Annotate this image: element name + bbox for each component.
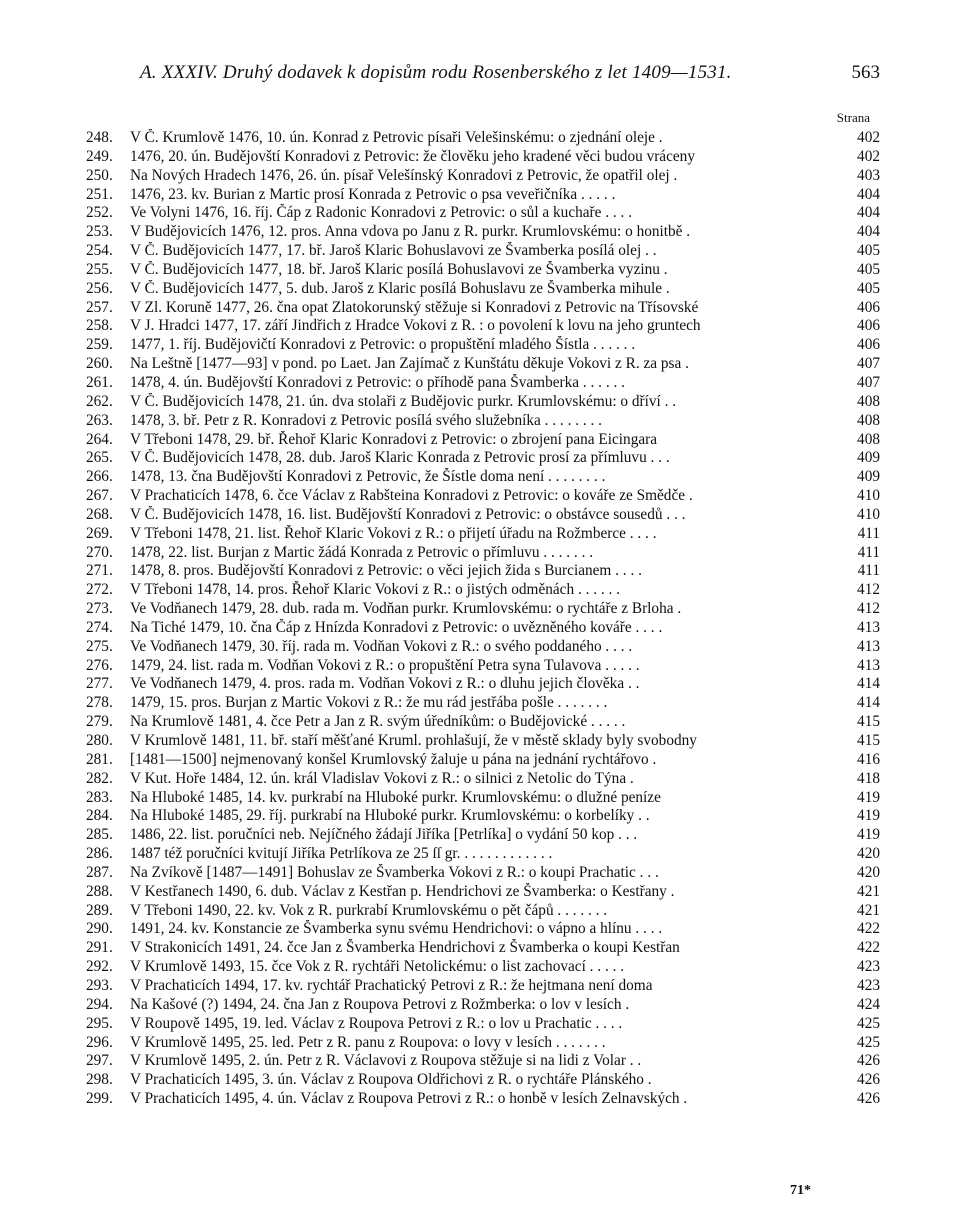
entry-page: 416 [857, 750, 880, 768]
entry-number: 282. [86, 769, 113, 787]
list-item [86, 525, 880, 544]
list-item [86, 619, 880, 638]
entry-number: 254. [86, 242, 113, 260]
list-item [86, 864, 880, 883]
list-item [86, 958, 880, 977]
list-item [86, 996, 880, 1015]
list-item [86, 713, 880, 732]
entry-text: Ve Vodňanech 1479, 4. pros. rada m. Vodňan Vokovi z R.: o dluhu jejich člověka . . [130, 675, 640, 693]
entry-text: V Č. Budějovicích 1477, 17. bř. Jaroš Klaric Bohuslavovi ze Švamberka posílá olej . . [130, 242, 657, 260]
list-item [86, 186, 880, 205]
entry-text: 1477, 1. říj. Budějovičtí Konradovi z Petrovic: o propuštění mladého Šístla . . . . . . [130, 336, 636, 354]
list-item [86, 412, 880, 431]
entry-text: V Kut. Hoře 1484, 12. ún. král Vladislav Vokovi z R.: o silnici z Netolic do Týna . [130, 769, 634, 787]
entry-page: 411 [857, 543, 880, 561]
list-item [86, 807, 880, 826]
list-item [86, 431, 880, 450]
list-item [86, 770, 880, 789]
entry-page: 419 [857, 807, 880, 825]
entry-number: 288. [86, 882, 113, 900]
entry-number: 299. [86, 1090, 113, 1108]
entry-page: 406 [857, 317, 880, 335]
entry-number: 285. [86, 826, 113, 844]
entry-page: 413 [857, 656, 880, 674]
list-item [86, 449, 880, 468]
entry-text: 1491, 24. kv. Konstancie ze Švamberka synu svému Hendrichovi: o vápno a hlínu . . . . [130, 920, 663, 938]
entry-text: V Č. Budějovicích 1478, 28. dub. Jaroš Klaric Konrada z Petrovic prosí za přímluvu . . . [130, 449, 670, 467]
entry-page: 413 [857, 637, 880, 655]
list-item [86, 223, 880, 242]
entry-text: V Prachaticích 1478, 6. čce Václav z Rabšteina Konradovi z Petrovic: o kováře ze Smědče . [130, 487, 693, 505]
entry-page: 414 [857, 675, 880, 693]
entry-text: [1481—1500] nejmenovaný konšel Krumlovský žaluje u pána na jednání rychtářovo . [130, 750, 657, 768]
list-item [86, 148, 880, 167]
entry-text: V Krumlově 1493, 15. čce Vok z R. rychtáři Netolickému: o list zachovací . . . . . [130, 958, 625, 976]
entry-text: V J. Hradci 1477, 17. září Jindřich z Hradce Vokovi z R. : o povolení k lovu na jeho gruntech [130, 317, 701, 335]
entry-page: 421 [857, 901, 880, 919]
entry-text: 1479, 15. pros. Burjan z Martic Vokovi z R.: že mu rád jestřába pošle . . . . . . . [130, 694, 608, 712]
entry-number: 287. [86, 863, 113, 881]
entry-number: 294. [86, 995, 113, 1013]
list-item [86, 242, 880, 261]
list-item [86, 167, 880, 186]
list-item [86, 920, 880, 939]
list-item [86, 694, 880, 713]
list-item [86, 129, 880, 148]
list-item [86, 939, 880, 958]
entry-page: 415 [857, 732, 880, 749]
entry-page: 407 [857, 355, 880, 373]
entry-page: 425 [857, 1033, 880, 1051]
entry-text: V Třeboni 1478, 21. list. Řehoř Klaric Vokovi z R.: o přijetí úřadu na Rožmberce . . . . [130, 524, 657, 542]
entry-number: 290. [86, 920, 113, 938]
entry-page: 406 [857, 298, 880, 316]
entry-number: 261. [86, 373, 113, 391]
entry-page: 418 [857, 769, 880, 787]
list-item [86, 336, 880, 355]
entry-page: 405 [857, 279, 880, 297]
entry-page: 411 [857, 562, 880, 580]
entry-number: 251. [86, 185, 113, 203]
entry-number: 259. [86, 336, 113, 354]
list-item [86, 1052, 880, 1071]
entry-number: 264. [86, 430, 113, 448]
entry-text: Ve Vodňanech 1479, 28. dub. rada m. Vodňan purkr. Krumlovskému: o rychtáře z Brloha . [130, 600, 682, 618]
entry-page: 402 [857, 147, 880, 165]
entry-page: 423 [857, 958, 880, 976]
entry-page: 404 [857, 185, 880, 203]
entry-page: 404 [857, 204, 880, 222]
entry-page: 423 [857, 976, 880, 994]
entry-number: 274. [86, 618, 113, 636]
list-item [86, 883, 880, 902]
entry-number: 271. [86, 562, 113, 580]
list-item [86, 280, 880, 299]
entry-text: Na Zvíkově [1487—1491] Bohuslav ze Švamberka Vokovi z R.: o koupi Prachatic . . . [130, 863, 659, 881]
entry-page: 420 [857, 845, 880, 863]
entry-number: 248. [86, 129, 113, 146]
entry-page: 403 [857, 166, 880, 184]
entry-page: 410 [857, 487, 880, 505]
entry-text: Na Krumlově 1481, 4. čce Petr a Jan z R. svým úředníkům: o Budějovické . . . . . [130, 713, 626, 731]
entry-number: 291. [86, 939, 113, 957]
entry-text: 1487 též poručníci kvitují Jiříka Petrlíkova ze 25 ſſ gr. . . . . . . . . . . . . [130, 845, 553, 863]
list-item [86, 506, 880, 525]
entry-number: 273. [86, 600, 113, 618]
entry-page: 422 [857, 939, 880, 957]
list-item [86, 468, 880, 487]
entry-text: V Prachaticích 1495, 3. ún. Václav z Roupova Oldřichovi z R. o rychtáře Plánského . [130, 1071, 652, 1089]
entry-page: 408 [857, 430, 880, 448]
entry-number: 268. [86, 505, 113, 523]
list-item [86, 544, 880, 563]
entry-text: 1478, 3. bř. Petr z R. Konradovi z Petrovic posílá svého služebníka . . . . . . . . [130, 411, 602, 429]
list-item [86, 393, 880, 412]
list-item [86, 261, 880, 280]
list-item [86, 1015, 880, 1034]
entry-number: 269. [86, 524, 113, 542]
entry-text: V Krumlově 1495, 25. led. Petr z R. panu z Roupova: o lovy v lesích . . . . . . . [130, 1033, 606, 1051]
entry-number: 265. [86, 449, 113, 467]
entry-text: V Třeboni 1478, 14. pros. Řehoř Klaric Vokovi z R.: o jistých odměnách . . . . . . [130, 581, 621, 599]
entry-page: 407 [857, 373, 880, 391]
entry-text: V Krumlově 1495, 2. ún. Petr z R. Václavovi z Roupova stěžuje si na lidi z Volar . . [130, 1052, 642, 1070]
entry-number: 249. [86, 147, 113, 165]
entry-text: V Třeboni 1490, 22. kv. Vok z R. purkrabí Krumlovskému o pět čápů . . . . . . . [130, 901, 608, 919]
entry-page: 414 [857, 694, 880, 712]
entry-text: V Č. Budějovicích 1477, 5. dub. Jaroš z Klaric posílá Bohuslavu ze Švamberka mihule . [130, 279, 670, 297]
entry-page: 402 [857, 129, 880, 146]
entry-number: 278. [86, 694, 113, 712]
entry-text: 1478, 8. pros. Budějovští Konradovi z Petrovic: o věci jejich žida s Burcianem . . . . [130, 562, 642, 580]
entry-number: 253. [86, 223, 113, 241]
entry-number: 297. [86, 1052, 113, 1070]
list-item [86, 204, 880, 223]
entry-text: V Strakonicích 1491, 24. čce Jan z Švamberka Hendrichovi z Švamberka o koupi Kestřan [130, 939, 680, 957]
entry-page: 413 [857, 618, 880, 636]
entry-number: 252. [86, 204, 113, 222]
entry-number: 276. [86, 656, 113, 674]
entry-page: 426 [857, 1052, 880, 1070]
entry-number: 298. [86, 1071, 113, 1089]
entry-text: 1478, 22. list. Burjan z Martic žádá Konrada z Petrovic o přímluvu . . . . . . . [130, 543, 594, 561]
entry-page: 425 [857, 1014, 880, 1032]
list-item [86, 600, 880, 619]
entry-number: 263. [86, 411, 113, 429]
entry-number: 267. [86, 487, 113, 505]
entry-number: 262. [86, 392, 113, 410]
header-title: A. XXXIV. Druhý dodavek k dopisům rodu Rosenberského z let 1409—1531. [140, 62, 732, 83]
entry-text: V Č. Krumlově 1476, 10. ún. Konrad z Petrovic písaři Velešinskému: o zjednání oleje . [130, 129, 663, 146]
entry-text: V Prachaticích 1494, 17. kv. rychtář Prachatický Petrovi z R.: že hejtmana není doma [130, 976, 653, 994]
list-item [86, 1090, 880, 1109]
list-item [86, 1034, 880, 1053]
entry-list [86, 129, 880, 1109]
entry-page: 406 [857, 336, 880, 354]
entry-page: 405 [857, 260, 880, 278]
list-item [86, 657, 880, 676]
page-number: 563 [851, 62, 880, 83]
entry-page: 408 [857, 392, 880, 410]
entry-text: Na Hluboké 1485, 14. kv. purkrabí na Hluboké purkr. Krumlovskému: o dlužné peníze [130, 788, 661, 806]
entry-page: 426 [857, 1090, 880, 1108]
list-item [86, 1071, 880, 1090]
entry-number: 275. [86, 637, 113, 655]
entry-number: 250. [86, 166, 113, 184]
sheet-signature: 71* [790, 1183, 811, 1198]
entry-text: V Č. Budějovicích 1478, 16. list. Budějovští Konradovi z Petrovic: o obstávce sousedů . . . [130, 505, 686, 523]
entry-text: Na Hluboké 1485, 29. říj. purkrabí na Hluboké purkr. Krumlovskému: o korbelíky . . [130, 807, 650, 825]
entry-number: 277. [86, 675, 113, 693]
entry-page: 409 [857, 468, 880, 486]
list-item [86, 638, 880, 657]
entry-text: 1478, 4. ún. Budějovští Konradovi z Petrovic: o příhodě pana Švamberka . . . . . . [130, 373, 625, 391]
list-item [86, 902, 880, 921]
entry-number: 280. [86, 732, 113, 749]
list-item [86, 751, 880, 770]
entry-number: 292. [86, 958, 113, 976]
list-item [86, 581, 880, 600]
entry-text: Ve Volyni 1476, 16. říj. Čáp z Radonic Konradovi z Petrovic: o sůl a kuchaře . . . . [130, 204, 633, 222]
entry-text: V Krumlově 1481, 11. bř. staří měšťané Kruml. prohlašují, že v městě sklady byly svobodny [130, 732, 697, 749]
list-item [86, 374, 880, 393]
entry-page: 410 [857, 505, 880, 523]
entry-page: 419 [857, 788, 880, 806]
entry-number: 256. [86, 279, 113, 297]
entry-text: Na Nových Hradech 1476, 26. ún. písař Velešínský Konradovi z Petrovic, že opatřil olej . [130, 166, 678, 184]
entry-page: 405 [857, 242, 880, 260]
entry-text: V Roupově 1495, 19. led. Václav z Roupova Petrovi z R.: o lov u Prachatic . . . . [130, 1014, 623, 1032]
entry-page: 419 [857, 826, 880, 844]
entry-number: 279. [86, 713, 113, 731]
list-item [86, 675, 880, 694]
entry-text: V Budějovicích 1476, 12. pros. Anna vdova po Janu z R. purkr. Krumlovskému: o honitbě . [130, 223, 691, 241]
entry-page: 404 [857, 223, 880, 241]
entry-number: 266. [86, 468, 113, 486]
list-item [86, 977, 880, 996]
entry-text: Na Tiché 1479, 10. čna Čáp z Hnízda Konradovi z Petrovic: o uvězněného kováře . . . . [130, 618, 663, 636]
entry-text: 1486, 22. list. poručníci neb. Nejíčného žádají Jiříka [Petrlíka] o vydání 50 kop . . . [130, 826, 638, 844]
entry-number: 260. [86, 355, 113, 373]
entry-number: 289. [86, 901, 113, 919]
entry-text: 1478, 13. čna Budějovští Konradovi z Petrovic, že Šístle doma není . . . . . . . . [130, 468, 606, 486]
entry-page: 422 [857, 920, 880, 938]
entry-text: 1476, 23. kv. Burian z Martic prosí Konrada z Petrovic o psa veveřičníka . . . . . [130, 185, 616, 203]
entry-text: Na Leštně [1477—93] v pond. po Laet. Jan Zajímač z Kunštátu děkuje Vokovi z R. za psa . [130, 355, 689, 373]
entry-number: 296. [86, 1033, 113, 1051]
entry-number: 293. [86, 976, 113, 994]
entry-number: 284. [86, 807, 113, 825]
entry-text: V Č. Budějovicích 1477, 18. bř. Jaroš Klaric posílá Bohuslavovi ze Švamberka vyzinu . [130, 260, 668, 278]
entry-page: 412 [857, 600, 880, 618]
page-column-header: Strana [836, 110, 870, 125]
entry-number: 281. [86, 750, 113, 768]
entry-text: Ve Vodňanech 1479, 30. říj. rada m. Vodňan Vokovi z R.: o svého poddaného . . . . [130, 637, 633, 655]
entry-page: 408 [857, 411, 880, 429]
entry-number: 258. [86, 317, 113, 335]
entry-text: Na Kašové (?) 1494, 24. čna Jan z Roupova Petrovi z Rožmberka: o lov v lesích . [130, 995, 630, 1013]
list-item [86, 299, 880, 318]
list-item [86, 789, 880, 808]
entry-page: 412 [857, 581, 880, 599]
entry-number: 286. [86, 845, 113, 863]
entry-text: 1479, 24. list. rada m. Vodňan Vokovi z R.: o propuštění Petra syna Tulavova . . . . . [130, 656, 640, 674]
entry-number: 257. [86, 298, 113, 316]
entry-number: 270. [86, 543, 113, 561]
list-item [86, 317, 880, 336]
list-item [86, 487, 880, 506]
list-item [86, 355, 880, 374]
entry-number: 255. [86, 260, 113, 278]
entry-text: V Kestřanech 1490, 6. dub. Václav z Kestřan p. Hendrichovi ze Švamberka: o Kestřany . [130, 882, 675, 900]
entry-number: 295. [86, 1014, 113, 1032]
list-item [86, 845, 880, 864]
list-item [86, 562, 880, 581]
entry-page: 420 [857, 863, 880, 881]
list-item [86, 732, 880, 751]
entry-text: V Prachaticích 1495, 4. ún. Václav z Roupova Petrovi z R.: o honbě v lesích Zelnavských . [130, 1090, 688, 1108]
list-item [86, 826, 880, 845]
entry-page: 424 [857, 995, 880, 1013]
entry-number: 272. [86, 581, 113, 599]
entry-page: 411 [857, 524, 880, 542]
entry-text: 1476, 20. ún. Budějovští Konradovi z Petrovic: že člověku jeho kradené věci budou vráceny [130, 147, 695, 165]
entry-number: 283. [86, 788, 113, 806]
entry-text: V Zl. Koruně 1477, 26. čna opat Zlatokorunský stěžuje si Konradovi z Petrovic na Třísovské [130, 298, 699, 316]
entry-page: 409 [857, 449, 880, 467]
running-header [140, 62, 880, 92]
entry-page: 421 [857, 882, 880, 900]
entry-text: V Č. Budějovicích 1478, 21. ún. dva stolaři z Budějovic purkr. Krumlovskému: o dříví . . [130, 392, 677, 410]
entry-page: 426 [857, 1071, 880, 1089]
entry-page: 415 [857, 713, 880, 731]
entry-text: V Třeboni 1478, 29. bř. Řehoř Klaric Konradovi z Petrovic: o zbrojení pana Eicingara [130, 430, 658, 448]
